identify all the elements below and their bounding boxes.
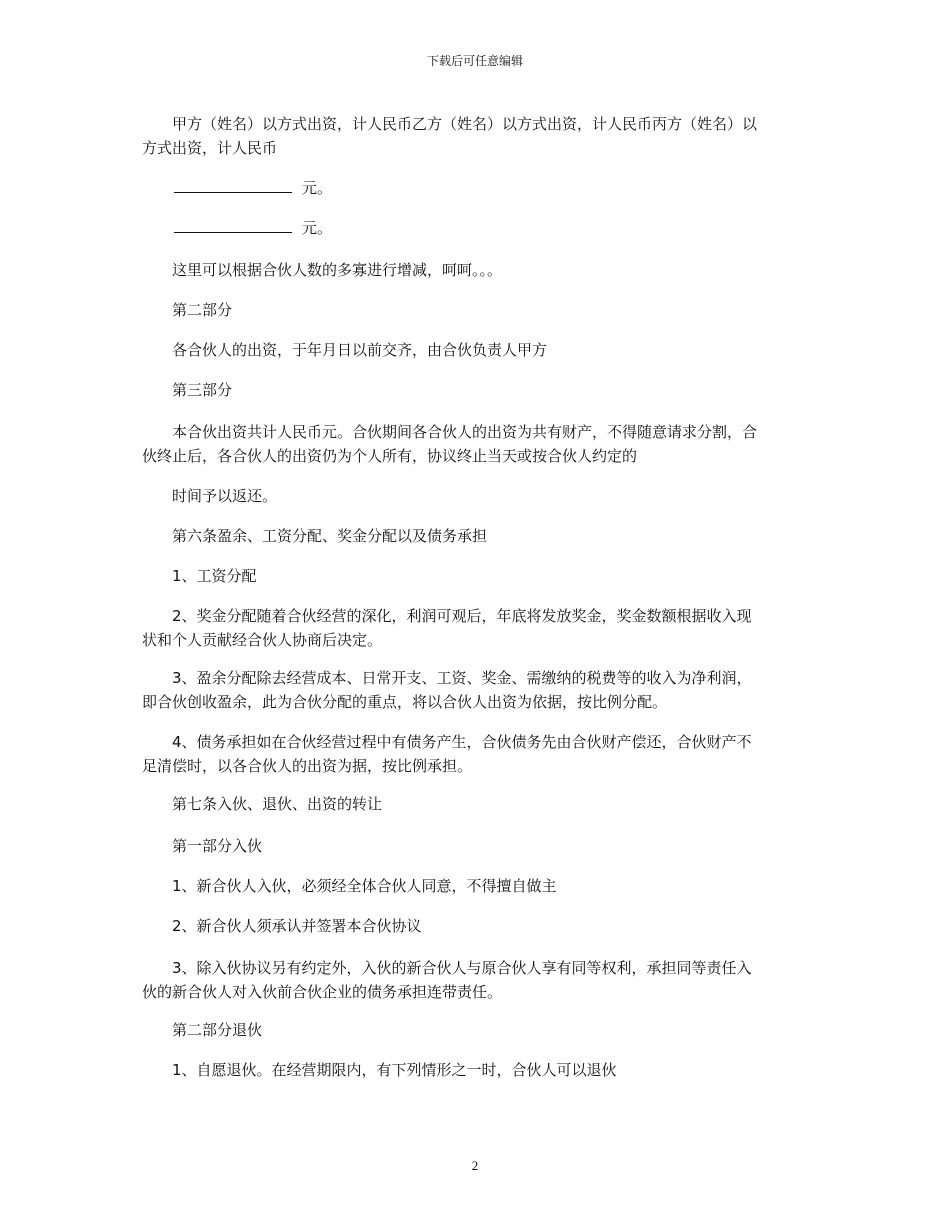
paragraph-line: 第二部分 [142, 301, 233, 319]
paragraph [142, 730, 812, 778]
paragraph-line: 1、工资分配 [142, 567, 257, 585]
fill-in-blank [174, 178, 292, 193]
paragraph-line: 足清偿时，以各合伙人的出资为据，按比例承担。 [142, 757, 473, 775]
paragraph [142, 1058, 812, 1082]
paragraph-line: 本合伙出资共计人民币元。合伙期间各合伙人的出资为共有财产，不得随意请求分割，合 [142, 423, 758, 441]
paragraph-line: 2、新合伙人须承认并签署本合伙协议 [142, 917, 422, 935]
paragraph-line: 4、债务承担如在合伙经营过程中有债务产生，合伙债务先由合伙财产偿还，合伙财产不 [142, 733, 752, 751]
paragraph-line: 1、自愿退伙。在经营期限内，有下列情形之一时，合伙人可以退伙 [142, 1061, 617, 1079]
paragraph-line: 2、奖金分配随着合伙经营的深化，利润可观后，年底将发放奖金，奖金数额根据收入现 [142, 607, 752, 625]
paragraph-line: 伙的新合伙人对入伙前合伙企业的债务承担连带责任。 [142, 983, 503, 1001]
fill-in-blank [174, 218, 292, 233]
paragraph-line: 第三部分 [142, 381, 233, 399]
paragraph-line: 各合伙人的出资，于年月日以前交齐，由合伙负责人甲方 [142, 341, 548, 359]
paragraph [142, 1018, 812, 1042]
paragraph-line: 第七条入伙、退伙、出资的转让 [142, 795, 383, 813]
paragraph [142, 914, 812, 938]
paragraph-line: 甲方（姓名）以方式出资，计人民币乙方（姓名）以方式出资，计人民币丙方（姓名）以 [142, 115, 758, 133]
paragraph-line: 伙终止后，各合伙人的出资仍为个人所有，协议终止当天或按合伙人约定的 [142, 447, 638, 465]
paragraph-line: 时间予以返还。 [142, 487, 278, 505]
blank-suffix: 元。 [302, 219, 333, 237]
paragraph-line: 第六条盈余、工资分配、奖金分配以及债务承担 [142, 527, 488, 545]
paragraph [142, 666, 812, 714]
paragraph [174, 216, 844, 240]
paragraph [142, 112, 812, 160]
paragraph [142, 604, 812, 652]
paragraph-line: 方式出资，计人民币 [142, 139, 278, 157]
paragraph [142, 956, 812, 1004]
paragraph [174, 176, 844, 200]
paragraph [142, 258, 812, 282]
paragraph [142, 564, 812, 588]
paragraph-line: 状和个人贡献经合伙人协商后决定。 [142, 631, 383, 649]
page-header: 下载后可任意编辑 [426, 54, 523, 68]
paragraph-line: 即合伙创收盈余，此为合伙分配的重点，将以合伙人出资为依据，按比例分配。 [142, 693, 668, 711]
paragraph-line: 这里可以根据合伙人数的多寡进行增减，呵呵。。。 [142, 261, 503, 279]
page-number: 2 [471, 1158, 479, 1173]
paragraph-line: 1、新合伙人入伙，必须经全体合伙人同意，不得擅自做主 [142, 877, 557, 895]
blank-suffix: 元。 [302, 179, 333, 197]
paragraph-line: 3、除入伙协议另有约定外，入伙的新合伙人与原合伙人享有同等权利，承担同等责任入 [142, 959, 752, 977]
paragraph-line: 第二部分退伙 [142, 1021, 263, 1039]
paragraph [142, 420, 812, 468]
paragraph-line: 3、盈余分配除去经营成本、日常开支、工资、奖金、需缴纳的税费等的收入为净利润， [142, 669, 752, 687]
paragraph-line: 第一部分入伙 [142, 837, 263, 855]
paragraph [142, 792, 812, 816]
paragraph [142, 524, 812, 548]
paragraph [142, 298, 812, 322]
paragraph [142, 484, 812, 508]
paragraph [142, 338, 812, 362]
paragraph [142, 874, 812, 898]
paragraph [142, 834, 812, 858]
paragraph [142, 378, 812, 402]
